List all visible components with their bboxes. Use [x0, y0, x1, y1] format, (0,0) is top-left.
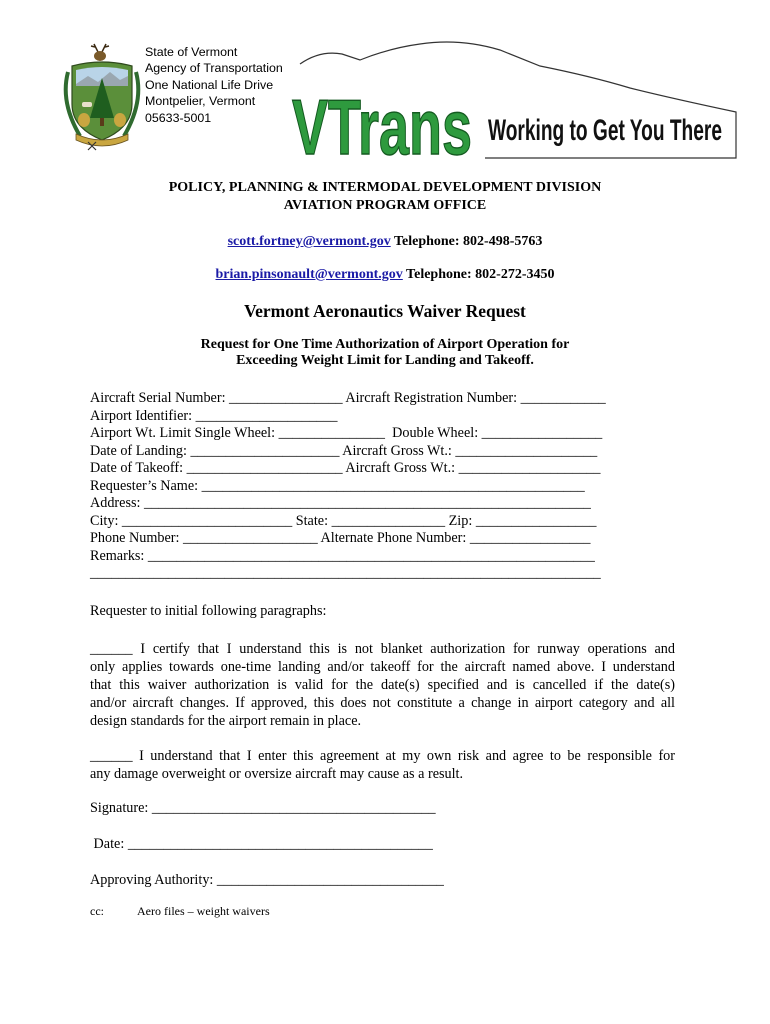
field-phone-numbers[interactable]: Phone Number: ___________________ Alternate Phone Number: _________________ [90, 530, 591, 546]
form-subtitle: Request for One Time Authorization of Airport Operation for [200, 337, 570, 352]
address-line: One National Life Drive [145, 77, 274, 92]
address-line: State of Vermont [145, 45, 238, 59]
certification-paragraph [90, 640, 675, 730]
paragraph-line: design standards for the airport remain in place. [90, 713, 362, 729]
approving-authority-field[interactable]: Approving Authority: ________________________________ [90, 872, 444, 888]
field-remarks[interactable]: Remarks: _______________________________________________________________ [90, 547, 595, 564]
field-address[interactable]: Address: _______________________________________________________________ [90, 495, 591, 511]
field-aircraft-serial-registration[interactable]: Aircraft Serial Number: ________________ Aircraft Registration Number: ____________ [90, 390, 606, 406]
field-weight-limit[interactable]: Airport Wt. Limit Single Wheel: _______________ Double Wheel: _________________ [90, 425, 603, 441]
field-date-of-takeoff[interactable]: Date of Takeoff: ______________________ Aircraft Gross Wt.: ____________________ [90, 460, 601, 476]
email-link[interactable]: brian.pinsonault@vermont.gov [215, 267, 403, 282]
logo-wordmark: VTrans [292, 83, 472, 160]
signature-field[interactable]: Signature: ________________________________________ [90, 800, 436, 816]
field-airport-identifier[interactable]: Airport Identifier: ____________________ [90, 407, 338, 424]
field-date-of-landing[interactable]: Date of Landing: _____________________ Aircraft Gross Wt.: ____________________ [90, 442, 598, 459]
logo-tagline: Working to Get You There [488, 114, 722, 147]
initial-instructions: Requester to initial following paragraphs: [90, 603, 327, 619]
form-title: Vermont Aeronautics Waiver Request [244, 301, 526, 321]
address-line: 05633-5001 [145, 110, 212, 125]
program-office-heading: AVIATION PROGRAM OFFICE [283, 198, 487, 213]
vermont-state-seal [58, 42, 146, 154]
agency-address [145, 44, 283, 126]
paragraph-line: any damage overweight or oversize aircraft may cause as a result. [90, 766, 464, 782]
contact-line [0, 267, 770, 283]
division-heading: POLICY, PLANNING & INTERMODAL DEVELOPMENT DIVISION [168, 180, 602, 195]
paragraph-line: only applies towards one-time landing and/or takeoff for the aircraft named above. I understand [90, 659, 675, 675]
address-line: Agency of Transportation [145, 61, 283, 76]
paragraph-line: ______ I certify that I understand this is not blanket authorization for runway operations and [90, 641, 675, 657]
date-field[interactable]: Date: ___________________________________________ [90, 836, 433, 852]
cc-value: Aero files – weight waivers [137, 904, 270, 918]
address-line: Montpelier, Vermont [145, 94, 256, 109]
vtrans-logo [290, 40, 738, 160]
email-link[interactable]: scott.fortney@vermont.gov [227, 234, 391, 249]
paragraph-line: ______ I understand that I enter this agreement at my own risk and agree to be responsible for [90, 748, 675, 764]
field-requester-name[interactable]: Requester’s Name: ______________________________________________________ [90, 477, 585, 494]
field-remarks-continued[interactable]: ________________________________________________________________________ [90, 565, 601, 581]
paragraph-line: and/or aircraft changes. If approved, this does not constitute a change in airport category and all [90, 695, 675, 711]
contact-line [0, 234, 770, 250]
contact-phone: Telephone: 802-272-3450 [406, 267, 555, 282]
form-subtitle: Exceeding Weight Limit for Landing and Takeoff. [236, 353, 534, 368]
risk-paragraph [90, 747, 675, 783]
cc-label: cc: [90, 904, 104, 918]
contact-phone: Telephone: 802-498-5763 [393, 234, 543, 249]
paragraph-line: that this waiver authorization is valid for the date(s) specified and is cancelled if the date(s) [90, 677, 675, 693]
field-city-state-zip[interactable]: City: ________________________ State: ________________ Zip: _________________ [90, 512, 597, 529]
